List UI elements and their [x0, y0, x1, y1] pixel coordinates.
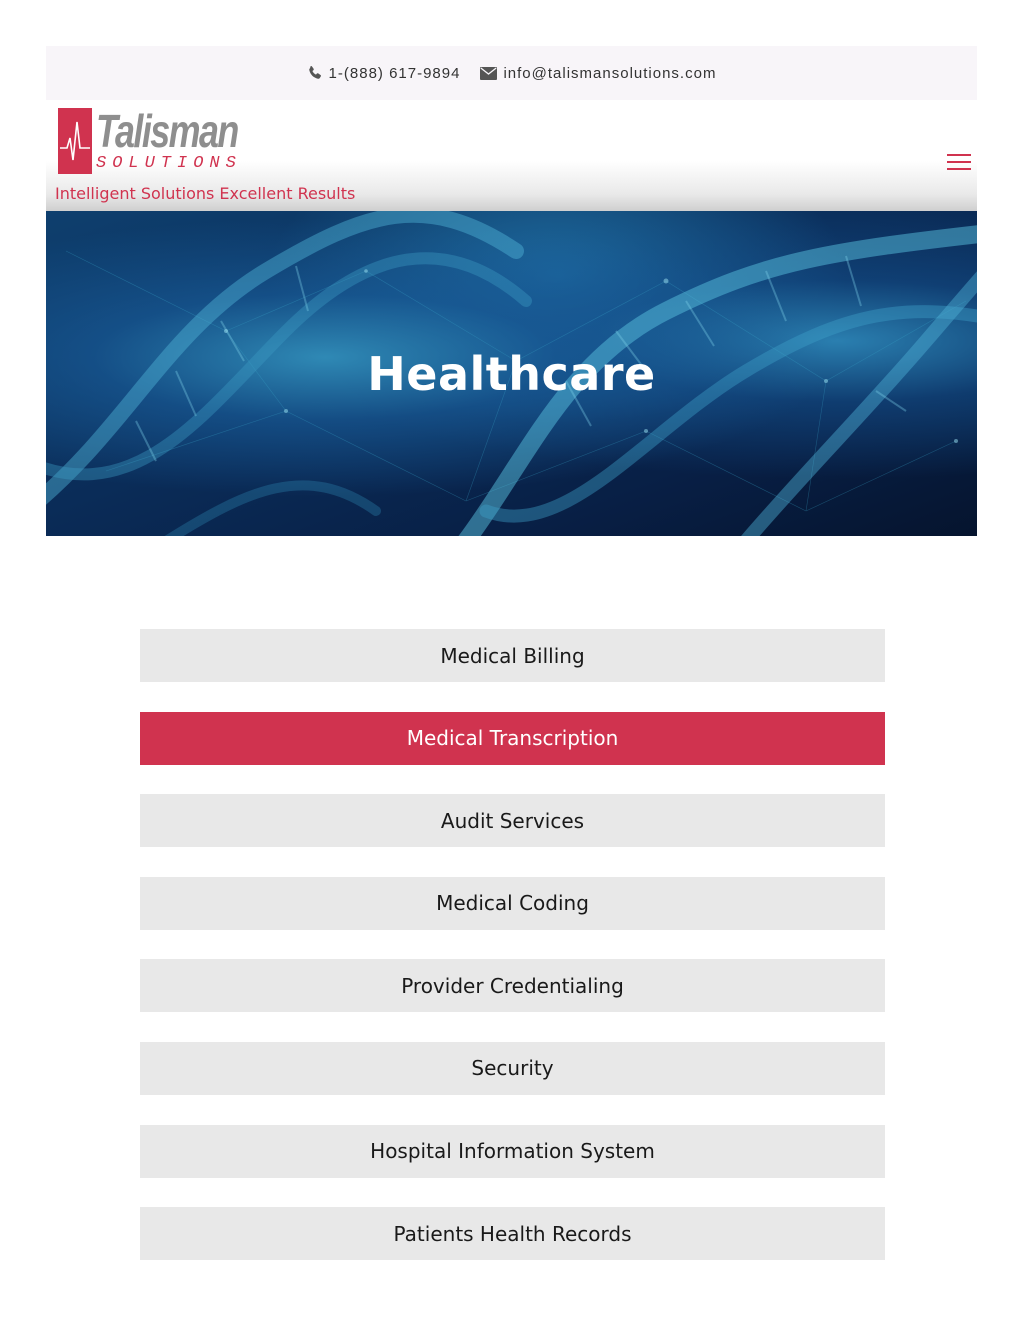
- service-button-provider-credentialing[interactable]: Provider Credentialing: [140, 959, 885, 1012]
- service-button-medical-coding[interactable]: Medical Coding: [140, 877, 885, 930]
- phone-number: 1-(888) 617-9894: [328, 64, 461, 82]
- email-link[interactable]: [480, 65, 716, 82]
- page-title: Healthcare: [367, 347, 656, 401]
- service-button-hospital-information-system[interactable]: Hospital Information System: [140, 1125, 885, 1178]
- logo-subtitle: SOLUTIONS: [96, 154, 242, 173]
- hamburger-menu-icon[interactable]: [947, 154, 971, 172]
- service-button-patients-health-records[interactable]: Patients Health Records: [140, 1207, 885, 1260]
- service-button-security[interactable]: Security: [140, 1042, 885, 1095]
- service-button-medical-transcription[interactable]: Medical Transcription: [140, 712, 885, 765]
- service-button-audit-services[interactable]: Audit Services: [140, 794, 885, 847]
- phone-link[interactable]: [307, 65, 461, 82]
- email-address: info@talismansolutions.com: [503, 64, 717, 82]
- phone-icon: [307, 65, 323, 81]
- logo-text: [96, 105, 278, 173]
- service-button-medical-billing[interactable]: Medical Billing: [140, 629, 885, 682]
- tagline: Intelligent Solutions Excellent Results: [55, 184, 356, 203]
- logo-mark-icon: [58, 108, 92, 174]
- hero-banner: [46, 211, 977, 536]
- contact-bar: [46, 46, 977, 100]
- site-header: [46, 100, 977, 211]
- logo-wordmark: Talisman: [96, 105, 238, 157]
- envelope-icon: [480, 67, 497, 80]
- services-list: [140, 629, 885, 1290]
- page-frame: [46, 46, 977, 536]
- logo[interactable]: [58, 105, 278, 174]
